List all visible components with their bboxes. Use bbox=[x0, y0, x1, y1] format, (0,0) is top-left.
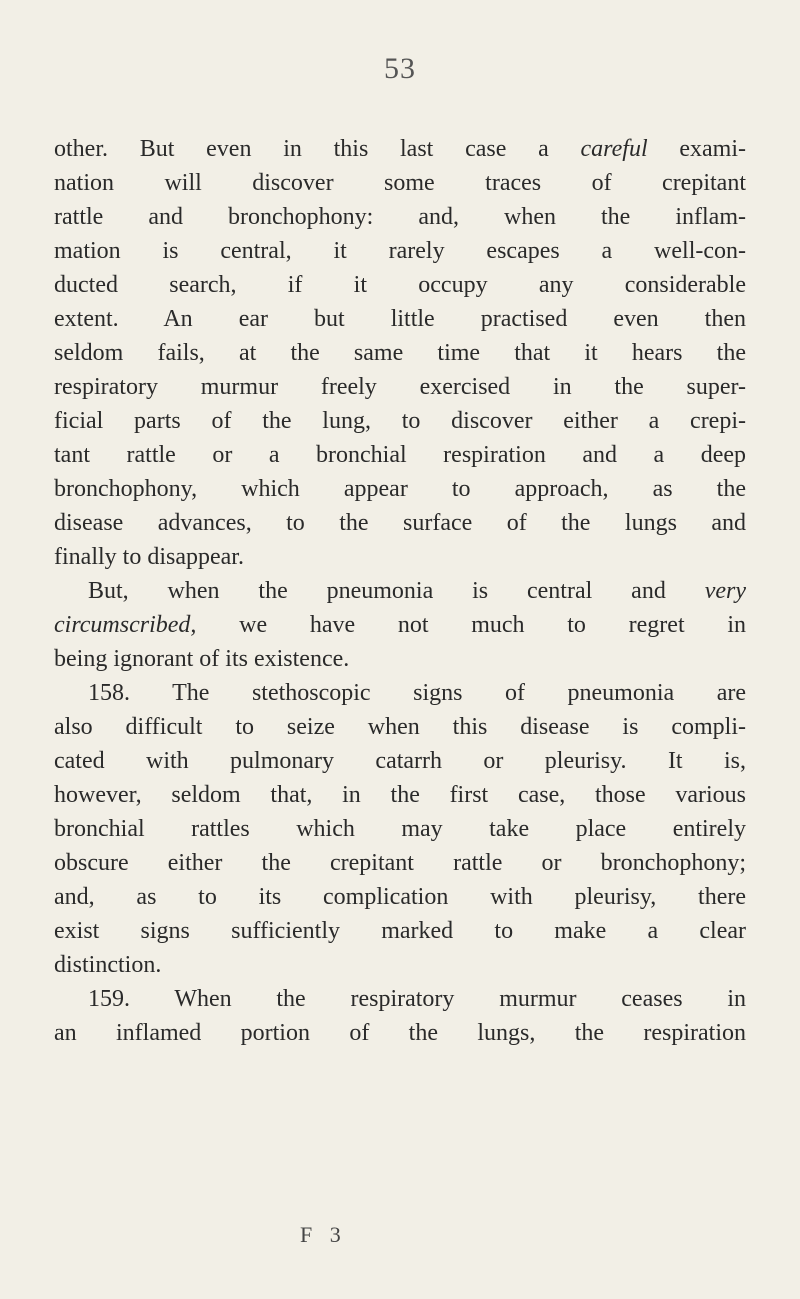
paragraph-158: 158. The stethoscopic signs of pneumonia are bbox=[88, 680, 746, 706]
text-line: ficial parts of the lung, to discover either a crepi- bbox=[54, 408, 746, 434]
text-line: disease advances, to the surface of the lungs and bbox=[54, 510, 746, 536]
text-line: obscure either the crepitant rattle or bronchophony; bbox=[54, 850, 746, 876]
text-line: an inflamed portion of the lungs, the respiration bbox=[54, 1020, 746, 1046]
text-line: mation is central, it rarely escapes a well-con- bbox=[54, 238, 746, 264]
text-line: tant rattle or a bronchial respiration and a deep bbox=[54, 442, 746, 468]
text-line: and, as to its complication with pleurisy, there bbox=[54, 884, 746, 910]
text-line: being ignorant of its existence. bbox=[54, 646, 350, 672]
signature-mark: F 3 bbox=[300, 1222, 347, 1247]
text-line: seldom fails, at the same time that it hears the bbox=[54, 340, 746, 366]
text-line: circumscribed, we have not much to regret in bbox=[54, 612, 746, 638]
text-line: exist signs sufficiently marked to make a clear bbox=[54, 918, 746, 944]
paragraph-159: 159. When the respiratory murmur ceases in bbox=[88, 986, 746, 1012]
text-line: other. But even in this last case a careful exami- bbox=[54, 136, 746, 162]
text-line: ducted search, if it occupy any considerable bbox=[54, 272, 746, 298]
text-line: finally to disappear. bbox=[54, 544, 244, 570]
text-line: also difficult to seize when this disease is compli- bbox=[54, 714, 746, 740]
paragraph-start: But, when the pneumonia is central and very bbox=[88, 578, 746, 604]
text-line: respiratory murmur freely exercised in the super- bbox=[54, 374, 746, 400]
page-number: 53 bbox=[384, 52, 416, 85]
text-line: extent. An ear but little practised even then bbox=[54, 306, 746, 332]
body-text bbox=[54, 132, 746, 1050]
text-line: rattle and bronchophony: and, when the inflam- bbox=[54, 204, 746, 230]
text-line: distinction. bbox=[54, 952, 162, 978]
text-line: bronchial rattles which may take place entirely bbox=[54, 816, 746, 842]
text-line: bronchophony, which appear to approach, as the bbox=[54, 476, 746, 502]
text-line: nation will discover some traces of crepitant bbox=[54, 170, 746, 196]
text-line: cated with pulmonary catarrh or pleurisy. It is, bbox=[54, 748, 746, 774]
text-line: however, seldom that, in the first case, those various bbox=[54, 782, 746, 808]
